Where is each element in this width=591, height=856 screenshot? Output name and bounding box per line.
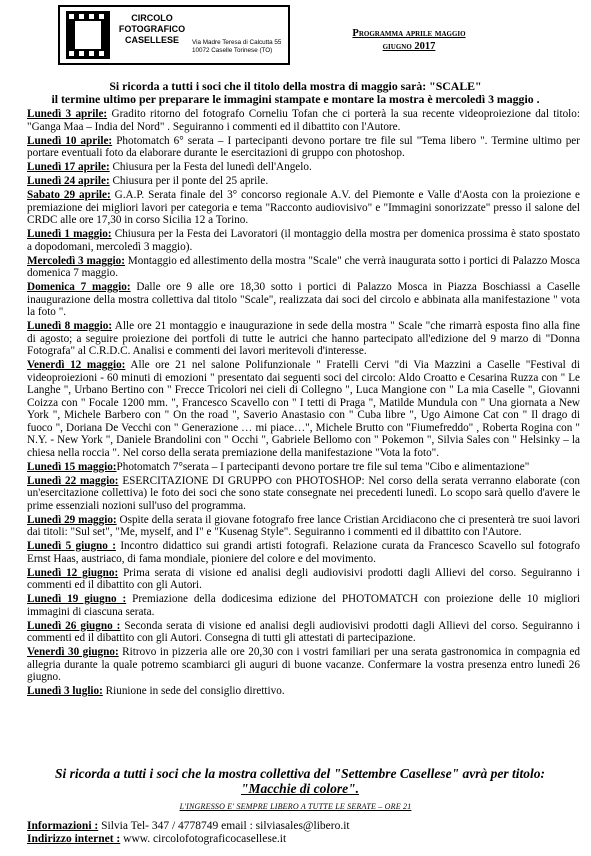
entry-text: Prima serata di visione ed analisi degli audiovisivi prodotti dagli Allievi del corso. Seguiranno i commenti ed il dibattito con gli Autori. xyxy=(27,566,580,591)
entry-text: G.A.P. Serata finale del 3° concorso regionale A.V. del Piemonte e Valle d'Aosta con la proiezione e premiazione dei migliori lavori per categoria e tema "Racconto audiovisivo" e "Immagini sonorizzate" presso il salone del CRDC alle ore 17,30 in corso Sicilia 12 a Torino. xyxy=(27,189,581,226)
entry-text: ESERCITAZIONE DI GRUPPO con PHOTOSHOP: Nel corso della serata verranno elaborate (con un'esercitazione collettiva) le foto dei soci che sono state consegnate nei precedenti lunedì. Lo scopo sarà quello d'avere le prime essenziali nozioni sull'uso del programma. xyxy=(27,474,580,512)
entry-text: Riunione in sede del consiglio direttivo. xyxy=(102,685,285,697)
entry-date: Lunedì 12 giugno: xyxy=(27,566,119,579)
entry-date: Sabato 29 aprile: xyxy=(27,189,111,201)
club-address: Via Madre Teresa di Calcutta 55 10072 Caselle Torinese (TO) xyxy=(192,39,282,54)
entry-date: Lunedì 1 maggio: xyxy=(27,228,112,240)
program-entry xyxy=(27,359,580,459)
entry-date: Venerdì 30 giugno: xyxy=(27,646,119,658)
entry-date: Lunedì 3 aprile: xyxy=(27,108,108,120)
entry-text: Premiazione della dodicesima edizione del PHOTOMATCH con proiezione delle 10 migliori immagini di ciascuna serata. xyxy=(27,593,580,618)
website-label: Indirizzo internet : xyxy=(27,833,121,845)
entry-date: Domenica 7 maggio: xyxy=(27,281,131,293)
info-label: Informazioni : xyxy=(27,820,99,832)
entry-date: Lunedì 17 aprile: xyxy=(27,161,110,173)
program-entry xyxy=(27,593,580,618)
program-list xyxy=(27,108,580,699)
entry-date: Venerdì 12 maggio: xyxy=(27,359,126,371)
entry-date: Lunedì 26 giugno : xyxy=(27,619,121,632)
entry-date: Lunedì 3 luglio: xyxy=(27,685,103,697)
program-entry xyxy=(27,514,580,539)
program-entry xyxy=(27,461,580,474)
club-name: CIRCOLO FOTOGRAFICO CASELLESE xyxy=(118,13,186,45)
entry-text: Dalle ore 9 alle ore 18,30 sotto i portici di Palazzo Mosca in Piazza Boschiassi a Caselle inaugurazione della mostra collettiva dal titolo "Scale", realizzata dai soci del circolo e abbinata alla manifestazione " vota la foto ". xyxy=(27,281,580,318)
exhibition-reminder: Si ricorda a tutti i soci che il titolo della mostra di maggio sarà: "SCALE" il termine ultimo per preparare le immagini stampate e montare la mostra è mercoledì 3 maggio . xyxy=(51,79,540,106)
program-entry xyxy=(27,475,580,513)
entry-date: Lunedì 15 maggio: xyxy=(27,460,117,473)
entry-date: Lunedì 19 giugno : xyxy=(27,593,127,605)
contact-details: Silvia Tel- 347 / 4778749 email : silviasales@libero.it xyxy=(98,820,350,832)
program-entry xyxy=(27,228,580,253)
entry-text: Incontro didattico sui grandi artisti fotografi. Relazione curata da Francesco Scavello sul fotografo Ernst Haas, austriaco, di fama mondiale, pioniere del colore e del movimento. xyxy=(27,540,581,565)
entry-text: Montaggio ed allestimento della mostra "Scale" che verrà inaugurata sotto i portici di Palazzo Mosca domenica 7 maggio. xyxy=(27,254,580,279)
entry-text: Ospite della serata il giovane fotografo free lance Cristian Arcidiacono che ci presenterà tre suoi lavori dai titoli: "Sul set", "Me, myself, and I" e "Kusenag Style". Seguiranno i commenti ed il dibattito con l'Autore. xyxy=(27,513,580,538)
entry-date: Lunedì 24 aprile: xyxy=(27,175,110,187)
program-entry xyxy=(27,320,580,358)
entry-date: Lunedì 5 giugno : xyxy=(27,540,116,552)
program-entry xyxy=(27,175,580,188)
entry-text: Photomatch 7°serata – I partecipanti devono portare tre file sul tema "Cibo e alimentazione" xyxy=(116,460,530,473)
free-entry-note: L'INGRESSO E' SEMPRE LIBERO A TUTTE LE SERATE – ORE 21 xyxy=(179,802,412,811)
entry-text: Alle ore 21 nel salone Polifunzionale " Fratelli Cervi "di Via Mazzini a Caselle "Festival di videoproiezioni - 60 minuti di emozioni " presentato dai seguenti soci del circolo: Aldo Croatto e Cesarina Ruzza con " Le Langhe ", Urbano Bertino con " Frecce Tricolori nei cieli di Collegno ", Luca Mangione con " La mia Caselle ", Giovanni Coizza con " Focale 1200 mm. ", Francesco Scavello con " I tetti di Praga ", Matilde Mundula con " Una giornata a New York ", Michele Barbero con " On the road ", Saverio Anastasio con " Cuba libre ", Ugo Aimone Cat con " Il drago di fuoco ", Doriana De Vecchi con " Generazione … mi piace…", Michele Brutto con "Fiumefreddo" , Roberta Rogina con " N.Y. - New York ", Daniele Brandolini con " Occhi ", Gabriele Bellomo con " Pokemon ", Silvia Sales con " Helsinky – la chiesa nella roccia ". Nel corso della serata premiazione della manifestazione "Vota la foto". xyxy=(27,359,580,459)
entry-date: Lunedì 29 maggio: xyxy=(27,513,117,526)
entry-text: Chiusura per la Festa dei Lavoratori (il montaggio della mostra per domenica prossima è stato spostato a dopodomani, mercoledì 3 maggio). xyxy=(27,228,581,253)
closing-reminder: Si ricorda a tutti i soci che la mostra collettiva del "Settembre Casellese" avrà per titolo: "Macchie di colore". xyxy=(54,766,546,796)
program-entry xyxy=(27,189,580,227)
program-entry xyxy=(27,281,580,319)
program-entry xyxy=(27,255,580,280)
entry-date: Lunedì 10 aprile: xyxy=(27,134,113,147)
entry-date: Mercoledì 3 maggio: xyxy=(27,254,125,267)
entry-text: Gradito ritorno del fotografo Corneliu Tofan che ci porterà la sua recente videoproiezione dal titolo: "Ganga Maa – India del Nord" . Seguiranno i commenti ed il dibattito con l'Autore. xyxy=(27,108,580,133)
entry-date: Lunedì 22 maggio: xyxy=(27,474,119,487)
club-logo xyxy=(58,5,290,65)
film-frame-icon xyxy=(66,11,110,59)
program-entry xyxy=(27,646,580,684)
program-entry xyxy=(27,620,580,645)
program-entry xyxy=(27,135,580,160)
entry-text: Photomatch 6° serata – I partecipanti devono portare tre file sul "Tema libero ". Termine ultimo per portare eventuali foto da elaborare durante le esercitazioni di gruppo con photoshop. xyxy=(27,134,580,159)
entry-date: Lunedì 8 maggio: xyxy=(27,320,113,332)
contact-info xyxy=(27,820,350,846)
entry-text: Alle ore 21 montaggio e inaugurazione in sede della mostra " Scale "che rimarrà esposta fino alla fine di agosto; a seguire proiezione dei portfoli di tutte le autrici che hanno partecipato all'edizione del 9 marzo di "Donna Fotografa" al C.R.D.C. Analisi e commenti dei lavori meritevoli d'interesse. xyxy=(27,320,581,357)
program-entry xyxy=(27,108,580,133)
program-entry xyxy=(27,161,580,174)
program-entry xyxy=(27,567,580,592)
program-entry xyxy=(27,685,580,698)
program-title: Programma aprile maggio giugno 2017 xyxy=(352,28,466,52)
website-link[interactable]: www. circolofotograficocasellese.it xyxy=(120,833,287,845)
entry-text: Ritrovo in pizzeria alle ore 20,30 con i vostri familiari per una serata gastronomica in compagnia ed allegria durante la quale potremo scambiarci gli auguri di buone vacanze. Confermare la vostra presenza entro lunedì 26 giugno. xyxy=(27,646,580,683)
entry-text: Chiusura per il ponte del 25 aprile. xyxy=(109,175,269,187)
entry-text: Seconda serata di visione ed analisi degli audiovisivi prodotti dagli Allievi del corso. Seguiranno i commenti ed il dibattito con gli Autori. Consegna di tutti gli attestati di partecipazione. xyxy=(27,619,580,644)
entry-text: Chiusura per la Festa del lunedì dell'Angelo. xyxy=(109,161,312,173)
program-entry xyxy=(27,540,580,565)
